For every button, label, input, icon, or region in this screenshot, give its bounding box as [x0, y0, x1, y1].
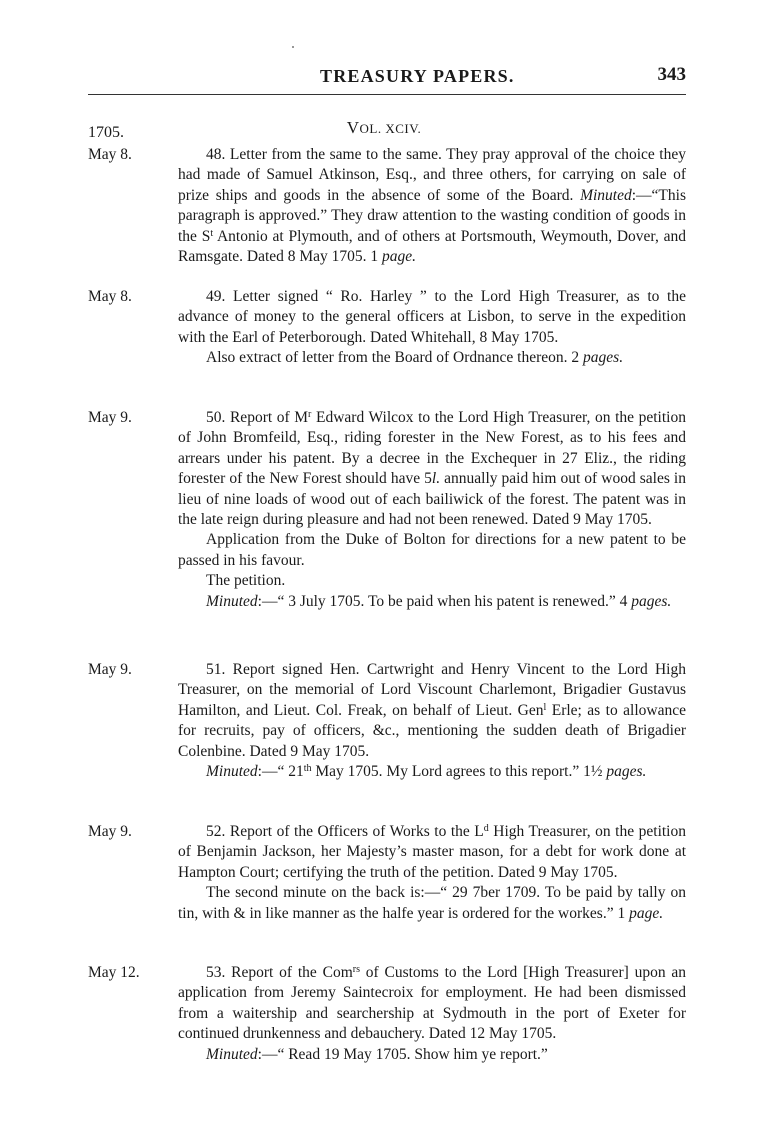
- italic-text: page.: [629, 904, 664, 922]
- superscript-text: d: [483, 823, 489, 834]
- italic-text: Minuted: [580, 186, 632, 204]
- year-label: 1705.: [88, 124, 124, 141]
- page-number: 343: [657, 64, 686, 85]
- header-rule: [88, 94, 686, 95]
- superscript-text: th: [303, 763, 312, 775]
- entry-date: May 8.: [88, 146, 132, 163]
- entry-50: [88, 408, 686, 612]
- entry-date: May 8.: [88, 288, 132, 305]
- superscript-text: l: [543, 701, 547, 713]
- running-title: TREASURY PAPERS.: [320, 66, 515, 86]
- entry-49: [88, 287, 686, 369]
- entry-paragraph: [178, 762, 686, 782]
- text-run: 52. Report of the Officers of Works to the L: [206, 823, 484, 840]
- paper-speck: [292, 46, 294, 48]
- text-run: :—“ 3 July 1705. To be paid when his patent is renewed.” 4: [257, 592, 632, 610]
- text-run: :—“This paragraph is approved.” They draw attention to the wasting condition of goods in the S: [178, 186, 686, 245]
- italic-text: Minuted: [206, 1045, 258, 1063]
- italic-text: Minuted: [206, 763, 258, 781]
- italic-text: page.: [382, 248, 417, 266]
- text-run: The petition.: [206, 572, 286, 590]
- italic-text: pages.: [606, 763, 647, 781]
- text-run: of Customs to the Lord [High Treasurer] upon an application from Jeremy Saintecroix for employment. He had been dismissed from a waitership and searchership at Sydmouth in the port of Exeter for continued drunkenness and debauchery. Dated 12 May 1705.: [178, 964, 686, 1043]
- italic-text: l.: [431, 470, 441, 488]
- entry-date: May 9.: [88, 409, 132, 426]
- entry-48: [88, 145, 686, 267]
- entry-body: [178, 660, 686, 782]
- text-run: 49. Letter signed “ Ro. Harley ” to the Lord High Treasurer, as to the advance of money to the general officers at Lisbon, to serve in the expedition with the Earl of Peterborough. Dated Whitehall, 8 May 1705.: [178, 288, 686, 346]
- text-run: Edward Wilcox to the Lord High Treasurer, on the petition of John Bromfeild, Esq., riding forester in the New Forest, as to his fees and arrears under his patent. By a decree in the Exchequer in 27 Eliz., the riding forester of the New Forest should have 5: [178, 409, 686, 488]
- entry-body: [178, 145, 686, 267]
- italic-text: Minuted: [206, 592, 258, 610]
- entry-date: May 9.: [88, 661, 132, 678]
- entry-body: [178, 408, 686, 612]
- entry-paragraph: [178, 660, 686, 762]
- italic-text: pages.: [583, 349, 624, 367]
- running-head: [88, 60, 686, 100]
- entry-body: [178, 287, 686, 369]
- text-run: May 1705. My Lord agrees to this report.” 1½: [311, 763, 607, 781]
- text-run: Application from the Duke of Bolton for directions for a new patent to be passed in his favour.: [178, 531, 686, 569]
- text-run: :—“ Read 19 May 1705. Show him ye report.”: [257, 1045, 548, 1063]
- text-run: 50. Report of M: [206, 409, 309, 426]
- entry-paragraph: [178, 592, 686, 612]
- text-run: 53. Report of the Com: [206, 964, 353, 981]
- italic-text: pages.: [631, 592, 672, 610]
- entry-date: May 12.: [88, 964, 140, 981]
- entry-paragraph: [178, 883, 686, 924]
- entry-paragraph: [178, 287, 686, 348]
- entry-date: May 9.: [88, 823, 132, 840]
- entry-paragraph: [178, 408, 686, 530]
- text-run: Erle; as to allowance for recruits, pay of officers, &c., mentioning the sudden death of Brigadier Colenbine. Dated 9 May 1705.: [178, 701, 687, 760]
- entry-51: [88, 660, 686, 782]
- entry-paragraph: [178, 348, 686, 368]
- superscript-text: rs: [352, 964, 360, 975]
- text-run: annually paid him out of wood sales in lieu of nine loads of wood out of each bailiwick of the forest. The patent was in the late reign during pleasure and had not been renewed. Dated 9 May 1705.: [178, 470, 686, 529]
- superscript-text: t: [210, 227, 214, 239]
- text-run: 51. Report signed Hen. Cartwright and Henry Vincent to the Lord High Treasurer, on the memorial of Lord Viscount Charlemont, Brigadier Gustavus Hamilton, and Lieut. Col. Freak, on behalf of Lieut. Gen: [178, 661, 686, 719]
- text-run: 48. Letter from the same to the same. They pray approval of the choice they had made of Samuel Atkinson, Esq., and three others, for carrying on sale of prize ships and goods in the absence of some of the Board.: [178, 146, 686, 204]
- entry-paragraph: [178, 530, 686, 571]
- entry-body: [178, 963, 686, 1065]
- text-run: Antonio at Plymouth, and of others at Portsmouth, Weymouth, Dover, and Ramsgate. Dated 8 May 1705. 1: [178, 227, 686, 266]
- entry-paragraph: [178, 571, 686, 591]
- entry-52: [88, 822, 686, 924]
- entry-paragraph: [178, 145, 686, 267]
- text-run: :—“ 21: [257, 763, 304, 781]
- text-run: The second minute on the back is:—“ 29 7ber 1709. To be paid by tally on tin, with & in like manner as the halfe year is ordered for the workes.” 1: [178, 884, 686, 922]
- volume-initial: V: [346, 118, 360, 137]
- entry-53: [88, 963, 686, 1065]
- entry-body: [178, 822, 686, 924]
- text-run: Also extract of letter from the Board of Ordnance thereon. 2: [206, 349, 584, 367]
- entry-paragraph: [178, 1045, 686, 1065]
- entry-paragraph: [178, 963, 686, 1045]
- superscript-text: r: [308, 409, 312, 420]
- volume-rest: OL. XCIV.: [359, 121, 422, 136]
- text-run: High Treasurer, on the petition of Benjamin Jackson, her Majesty’s master mason, for a debt for work done at Hampton Court; certifying the truth of the petition. Dated 9 May 1705.: [178, 823, 686, 881]
- entry-paragraph: [178, 822, 686, 883]
